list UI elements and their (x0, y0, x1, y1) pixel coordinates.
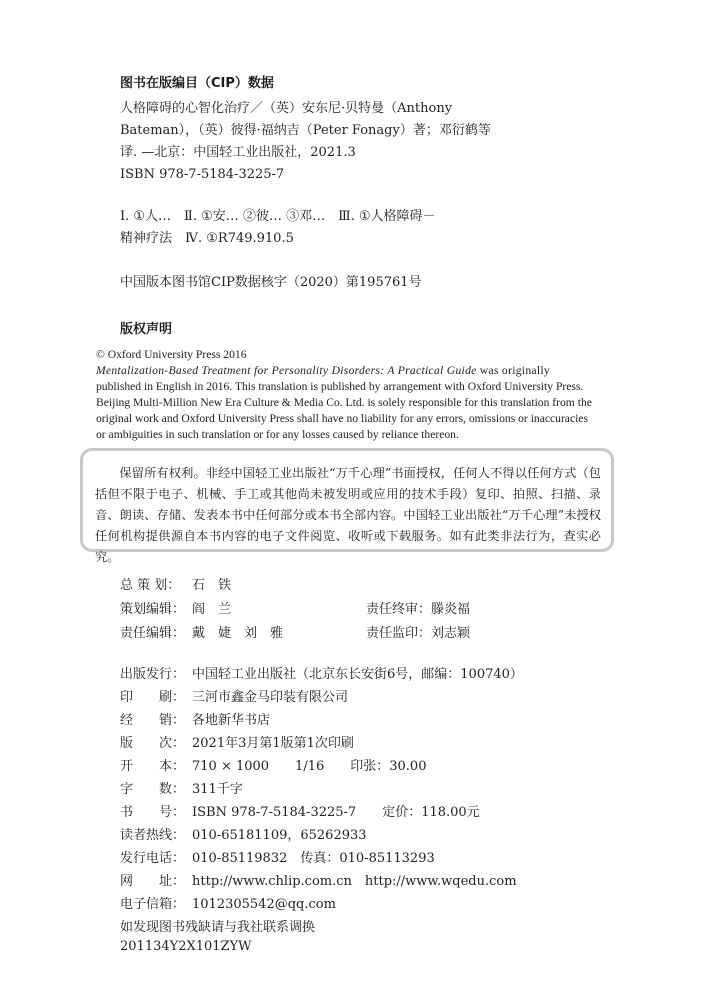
cip-class-line-2: 精神疗法 Ⅳ. ①R749.910.5 (120, 231, 294, 246)
final-review-label: 责任终审： (366, 602, 432, 617)
isbn-value: ISBN 978-7-5184-3225-7 定价：118.00元 (192, 805, 480, 820)
isbn-label: 书 号： (120, 805, 186, 820)
cip-line-2: Bateman），（英）彼得·福纳吉（Peter Fonagy）著；邓衍鹤等 (120, 123, 491, 138)
edition-label: 版 次： (120, 736, 186, 751)
cip-isbn: ISBN 978-7-5184-3225-7 (120, 167, 285, 182)
printer-label: 印 刷： (120, 690, 186, 705)
copyright-heading: 版权声明 (120, 322, 173, 337)
edition-value: 2021年3月第1版第1次印刷 (192, 736, 354, 751)
supervisor-label: 责任监印： (366, 626, 432, 641)
format-value: 710 × 1000 1/16 印张：30.00 (192, 759, 427, 774)
supervisor-row (366, 622, 470, 641)
supervisor: 刘志颖 (431, 626, 471, 641)
hotline-value: 010-65181109，65262933 (192, 828, 367, 843)
hotline-row (120, 824, 367, 843)
sales-phone-value: 010-85119832 传真：010-85113293 (192, 851, 435, 866)
planning-editor: 阎 兰 (192, 602, 232, 617)
planning-editor-label: 策划编辑： (120, 602, 186, 617)
edition-row (120, 732, 354, 751)
email-label: 电子信箱： (120, 897, 186, 912)
cip-number: 中国版本图书馆CIP数据核字（2020）第195761号 (120, 275, 422, 290)
word-count-value: 311千字 (192, 782, 243, 797)
responsible-editor-label: 责任编辑： (120, 626, 186, 641)
chief-planner: 石 铁 (192, 578, 232, 593)
word-count-label: 字 数： (120, 782, 186, 797)
printer-row (120, 686, 348, 705)
responsible-editor-row (120, 622, 283, 641)
copyright-line-2 (96, 363, 550, 379)
cip-heading: 图书在版编目（CIP）数据 (120, 76, 274, 91)
rights-notice-box (80, 448, 614, 564)
rights-notice-text: 保留所有权利。非经中国轻工业出版社“万千心理”书面授权，任何人不得以任何方式（包括但不限于电子、机械、手工或其他尚未被发明或应用的技术手段）复印、拍照、扫描、录音、朗读、存储、发表本书中任何部分或本书全部内容。中国轻工业出版社“万千心理”未授权任何机构提供源自本书内容的电子文件阅览、收听或下载服务。如有此类非法行为，查实必究。 (95, 466, 601, 564)
format-row (120, 755, 426, 774)
final-review: 滕炎福 (431, 602, 471, 617)
word-count-row (120, 778, 243, 797)
responsible-editor: 戴 婕 刘 雅 (192, 626, 284, 641)
distributor-value: 各地新华书店 (192, 713, 271, 728)
cip-class-line-1: Ⅰ. ①人… Ⅱ. ①安… ②彼… ③邓… Ⅲ. ①人格障碍－ (120, 209, 436, 224)
book-title: Mentalization-Based Treatment for Personality Disorders: A Practical Guide (96, 364, 477, 377)
print-code: 201134Y2X101ZYW (120, 939, 252, 954)
format-label: 开 本： (120, 759, 186, 774)
copyright-line-1: © Oxford University Press 2016 (96, 348, 247, 361)
printer-value: 三河市鑫金马印装有限公司 (192, 690, 349, 705)
copyright-line-5: original work and Oxford University Press shall have no liability for any errors, omissions or inaccuracies (96, 412, 588, 425)
cip-line-3: 译. —北京：中国轻工业出版社，2021.3 (120, 145, 356, 160)
email-row (120, 893, 336, 912)
website-row (120, 870, 517, 889)
website-value: http://www.chlip.com.cn http://www.wqedu.com (192, 874, 517, 889)
publishing-row (120, 663, 523, 682)
final-review-row (366, 598, 470, 617)
publishing-label: 出版发行： (120, 667, 186, 682)
sales-phone-label: 发行电话： (120, 851, 186, 866)
publishing-value: 中国轻工业出版社（北京东长安街6号，邮编：100740） (192, 667, 523, 682)
distributor-row (120, 709, 270, 728)
chief-planner-row (120, 574, 231, 593)
cip-line-1: 人格障碍的心智化治疗／（英）安东尼·贝特曼（Anthony (120, 101, 453, 116)
copyright-line-3: published in English in 2016. This translation is published by arrangement with Oxford University Press. (96, 380, 584, 393)
hotline-label: 读者热线： (120, 828, 186, 843)
copyright-line-6: or ambiguities in such translation or for any losses caused by reliance thereon. (96, 428, 459, 441)
chief-planner-label: 总 策 划： (120, 578, 181, 593)
planning-editor-row (120, 598, 231, 617)
email-value: 1012305542@qq.com (192, 897, 336, 912)
sales-phone-row (120, 847, 435, 866)
copyright-line-2-rest: was originally (476, 364, 551, 377)
exchange-notice: 如发现图书残缺请与我社联系调换 (120, 920, 316, 935)
copyright-line-4: Beijing Multi-Million New Era Culture & Media Co. Ltd. is solely responsible for this translation from the (96, 396, 592, 409)
website-label: 网 址： (120, 874, 186, 889)
distributor-label: 经 销： (120, 713, 186, 728)
isbn-row (120, 801, 480, 820)
